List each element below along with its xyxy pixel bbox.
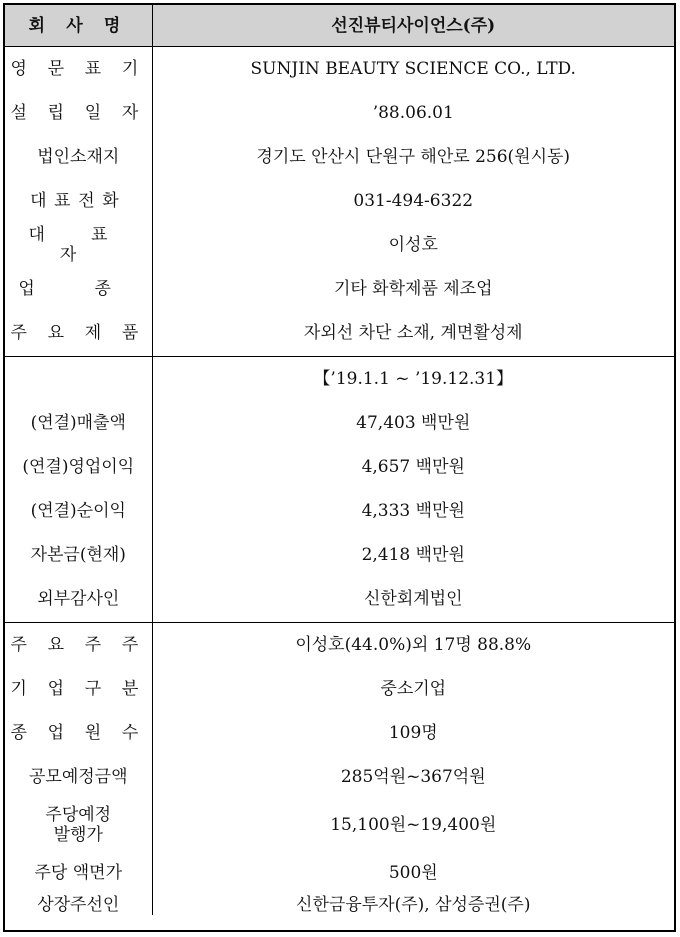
row-products [5, 311, 674, 357]
label-underwriter: 상장주선인 [5, 895, 152, 915]
label-employees: 종 업 원 수 [5, 711, 152, 755]
row-ceo [5, 223, 674, 267]
value-employees: 109명 [388, 722, 438, 743]
label-english-name: 영 문 표 기 [5, 47, 152, 91]
value-phone: 031-494-6322 [353, 190, 474, 211]
company-name-label: 회 사 명 [5, 5, 152, 47]
row-offering-amount [5, 755, 674, 799]
value-capital: 2,418 백만원 [361, 544, 465, 565]
label-auditor: 외부감사인 [5, 577, 152, 623]
label-phone: 대표전화 [5, 179, 152, 223]
row-net-income [5, 489, 674, 533]
label-offer-price-line1: 주당예정 [45, 804, 112, 825]
value-auditor: 신한회계법인 [363, 589, 463, 610]
label-address: 법인소재지 [5, 135, 152, 179]
label-offer-price-line2: 발행가 [53, 824, 103, 845]
value-shareholders: 이성호(44.0%)외 17명 88.8% [152, 623, 674, 667]
row-capital [5, 533, 674, 577]
row-underwriter [5, 895, 674, 915]
label-industry: 업 종 [5, 267, 152, 311]
row-employees [5, 711, 674, 755]
row-offer-price [5, 799, 674, 851]
label-operating-income: (연결)영업이익 [5, 445, 152, 489]
label-capital: 자본금(현재) [5, 533, 152, 577]
value-products: 자외선 차단 소재, 계면활성제 [303, 323, 523, 344]
value-ceo: 이성호 [388, 234, 438, 255]
label-founded: 설 립 일 자 [5, 91, 152, 135]
value-industry: 기타 화학제품 제조업 [333, 278, 493, 299]
company-name-value: 선진뷰티사이언스(주) [152, 5, 674, 47]
label-par-value: 주당 액면가 [5, 851, 152, 895]
value-operating-income: 4,657 백만원 [361, 456, 465, 477]
value-company-type: 중소기업 [380, 678, 447, 699]
row-founded [5, 91, 674, 135]
row-auditor [5, 577, 674, 623]
row-industry [5, 267, 674, 311]
value-founded: ’88.06.01 [372, 102, 454, 123]
value-address: 경기도 안산시 단원구 해안로 256(원시동) [256, 146, 571, 167]
info-table [5, 5, 674, 915]
label-net-income: (연결)순이익 [5, 489, 152, 533]
row-english-name [5, 47, 674, 91]
value-offer-price: 15,100원~19,400원 [330, 814, 497, 835]
label-shareholders: 주 요 주 주 [5, 623, 152, 667]
row-revenue [5, 401, 674, 445]
row-operating-income [5, 445, 674, 489]
company-info-table [3, 3, 676, 932]
row-phone [5, 179, 674, 223]
label-ceo: 대 표 자 [5, 223, 152, 267]
row-period [5, 357, 674, 401]
value-offering-amount: 285억원~367억원 [340, 766, 486, 787]
value-par-value: 500원 [388, 862, 438, 883]
row-address [5, 135, 674, 179]
row-company-type [5, 667, 674, 711]
label-revenue: (연결)매출액 [5, 401, 152, 445]
label-company-type: 기 업 구 분 [5, 667, 152, 711]
row-par-value [5, 851, 674, 895]
row-shareholders [5, 623, 674, 667]
value-underwriter: 신한금융투자(주), 삼성증권(주) [296, 894, 531, 915]
label-offer-price [5, 799, 152, 851]
value-revenue: 47,403 백만원 [356, 412, 471, 433]
value-net-income: 4,333 백만원 [361, 500, 465, 521]
value-english-name: SUNJIN BEAUTY SCIENCE CO., LTD. [250, 58, 576, 79]
value-period: 【’19.1.1 ~ ’19.12.31】 [152, 357, 674, 401]
label-products: 주 요 제 품 [5, 311, 152, 357]
label-offering-amount: 공모예정금액 [5, 755, 152, 799]
header-row [5, 5, 674, 47]
